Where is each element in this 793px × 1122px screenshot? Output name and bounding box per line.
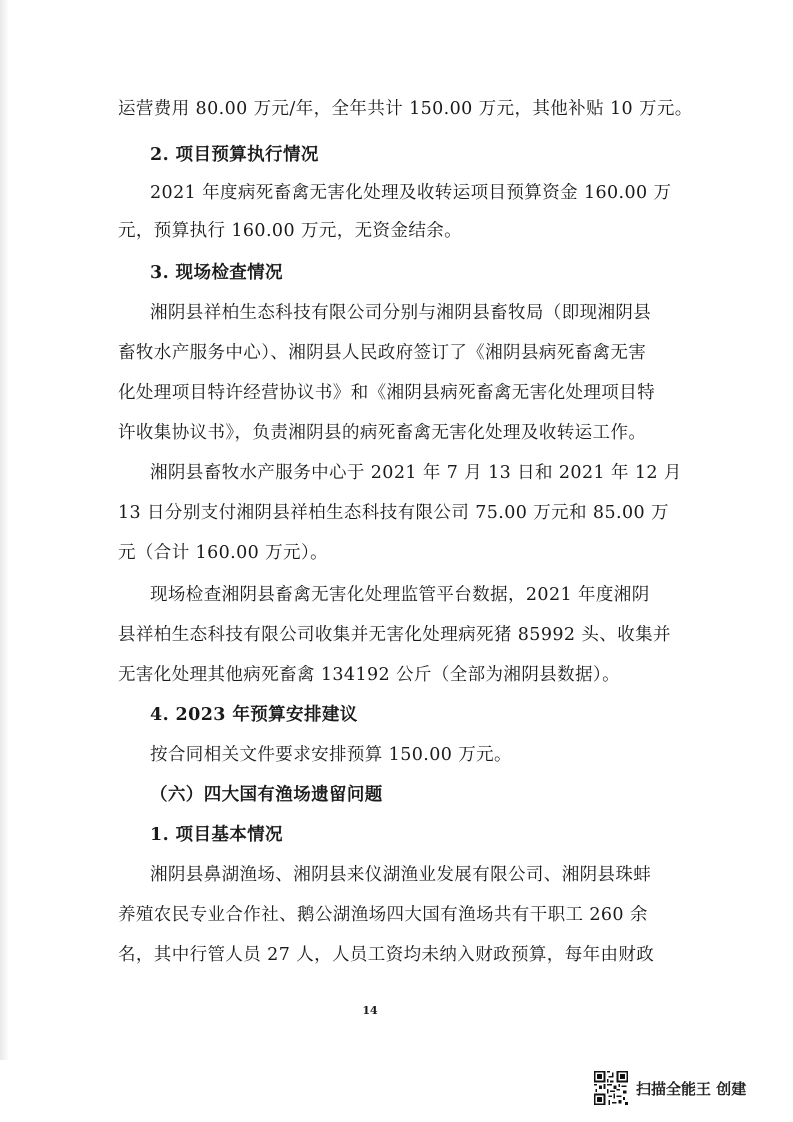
paragraph-line: 化处理项目特许经营协议书》和《湘阴县病死畜禽无害化处理项目特 (118, 383, 655, 403)
paragraph-line: 县祥柏生态科技有限公司收集并无害化处理病死猪 85992 头、收集并 (118, 625, 671, 645)
paragraph-line: 13 日分别支付湘阴县祥柏生态科技有限公司 75.00 万元和 85.00 万 (118, 503, 669, 523)
section-heading-site-inspection: 3. 现场检查情况 (150, 263, 283, 283)
paragraph-line: 运营费用 80.00 万元/年，全年共计 150.00 万元，其他补贴 10 万元。 (118, 99, 693, 119)
paragraph-line: 畜牧水产服务中心）、湘阴县人民政府签订了《湘阴县病死畜禽无害 (118, 343, 647, 363)
paragraph-line: 湘阴县鼻湖渔场、湘阴县来仪湖渔业发展有限公司、湘阴县珠蚌 (150, 865, 652, 885)
paragraph-line: 湘阴县畜牧水产服务中心于 2021 年 7 月 13 日和 2021 年 12 月 (150, 463, 682, 483)
paragraph-line: 许收集协议书》，负责湘阴县的病死畜禽无害化处理及收转运工作。 (118, 423, 647, 443)
section-heading-fisheries: （六）四大国有渔场遗留问题 (150, 785, 383, 805)
paragraph-line: 名，其中行管人员 27 人，人员工资均未纳入财政预算，每年由财政 (118, 945, 655, 965)
paragraph-line: 养殖农民专业合作社、鹅公湖渔场四大国有渔场共有干职工 260 余 (118, 905, 648, 925)
page-number: 14 (362, 1004, 378, 1017)
scanner-watermark (594, 1066, 746, 1110)
section-heading-2023-budget: 4. 2023 年预算安排建议 (150, 705, 358, 725)
paragraph-line: 元（合计 160.00 万元）。 (118, 543, 329, 563)
paragraph-line: 现场检查湘阴县畜禽无害化处理监管平台数据，2021 年度湘阴 (150, 585, 650, 605)
paragraph-line: 元，预算执行 160.00 万元，无资金结余。 (118, 221, 463, 241)
section-heading-budget-execution: 2. 项目预算执行情况 (150, 145, 319, 165)
paragraph-line: 湘阴县祥柏生态科技有限公司分别与湘阴县畜牧局（即现湘阴县 (150, 303, 652, 323)
watermark-text: 扫描全能王 创建 (636, 1079, 747, 1098)
paragraph-line: 2021 年度病死畜禽无害化处理及收转运项目预算资金 160.00 万 (150, 183, 672, 203)
paragraph-line: 无害化处理其他病死畜禽 134192 公斤（全部为湘阴县数据）。 (118, 665, 620, 685)
qr-code-icon (594, 1071, 628, 1105)
scan-edge-shadow (0, 0, 9, 1060)
paragraph-line: 按合同相关文件要求安排预算 150.00 万元。 (150, 745, 512, 765)
section-heading-project-basics: 1. 项目基本情况 (150, 825, 283, 845)
